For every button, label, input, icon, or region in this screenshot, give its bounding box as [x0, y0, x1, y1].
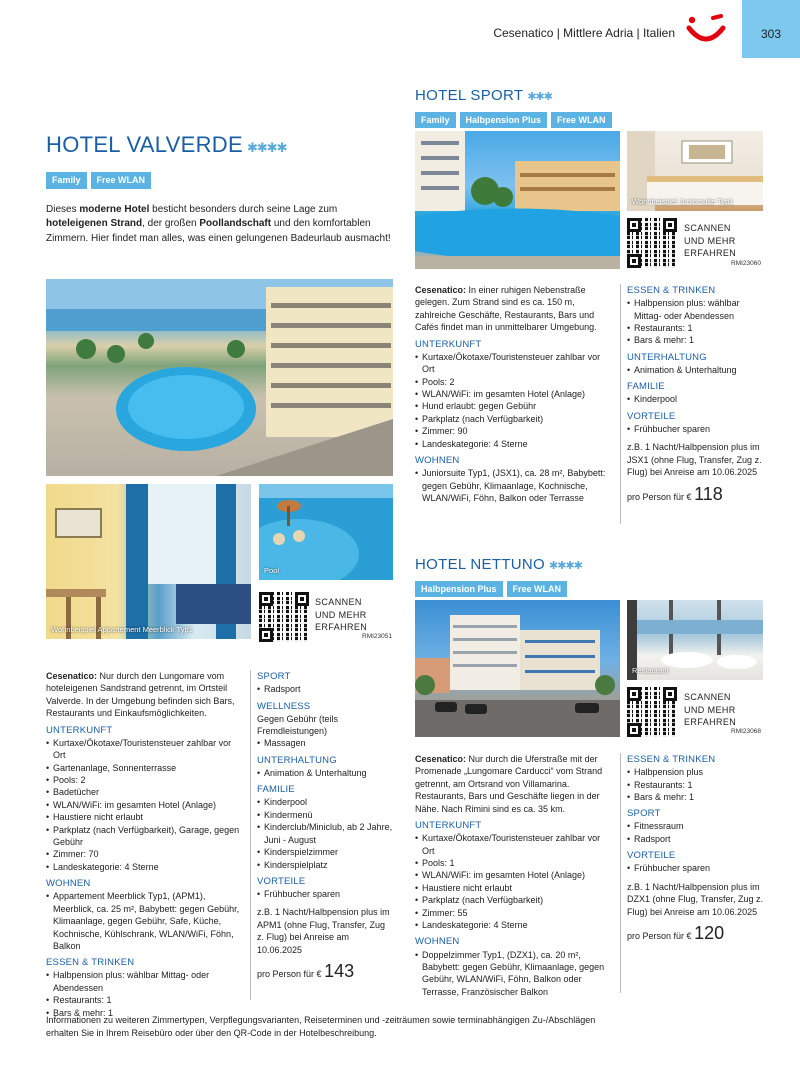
photo-valverde-main — [46, 279, 393, 476]
list-item: • Parkplatz (nach Verfügbarkeit), Garage, gegen Gebühr — [46, 824, 246, 849]
list-item: • WLAN/WiFi: im gesamten Hotel (Anlage) — [415, 869, 615, 881]
list-vorteile — [627, 862, 767, 874]
star-rating: ✱✱✱✱ — [246, 140, 287, 155]
list-item: • Haustiere nicht erlaubt — [415, 882, 615, 894]
list-item: • Badetücher — [46, 786, 246, 798]
price: pro Person für € 118 — [627, 483, 723, 504]
qr-code[interactable] — [627, 687, 677, 737]
location-description: Cesenatico: Nur durch den Lungomare vom hoteleigenen Sandstrand getrennt, im Ortsteil Valverde. In der Umgebung befinden sich Bars, Restaurants und Einkaufsmöglichkeiten. — [46, 671, 235, 719]
nettuno-details-right — [627, 749, 767, 946]
photo-nettuno-main — [415, 600, 620, 737]
list-wellness — [257, 737, 393, 749]
offer-code: RMI23068 — [731, 728, 761, 735]
photo-valverde-room — [46, 484, 251, 639]
tag-row — [415, 581, 775, 597]
photo-caption: Wohnbeispiel Juniorsuite Typ1 — [632, 196, 734, 206]
list-item: • Restaurants: 1 — [627, 322, 767, 334]
price-note: z.B. 1 Nacht/Halbpension plus im APM1 (ohne Flug, Transfer, Zug z. Flug) bei Anreise am 10.06.2025 — [257, 907, 390, 955]
section-vorteile: VORTEILE — [257, 875, 306, 887]
list-item: • Fitnessraum — [627, 820, 767, 832]
list-item: • Kinderpool — [627, 393, 767, 405]
nettuno-details-left — [415, 753, 615, 998]
list-wohnen — [46, 890, 246, 952]
scan-hint: SCANNEN UND MEHR ERFAHREN — [315, 597, 368, 633]
price: pro Person für € 120 — [627, 922, 725, 943]
list-item: • Zimmer: 55 — [415, 907, 615, 919]
list-item: • Kinderpool — [257, 796, 393, 808]
list-unterkunft — [46, 737, 246, 873]
list-item: • Frühbucher sparen — [627, 423, 767, 435]
section-vorteile: VORTEILE — [627, 410, 676, 422]
hotel-valverde — [46, 130, 396, 246]
page-number: 303 — [760, 27, 782, 41]
list-item: • Pools: 2 — [415, 376, 615, 388]
list-essen — [627, 297, 767, 347]
section-unterkunft: UNTERKUNFT — [46, 724, 113, 736]
list-item: • Kurtaxe/Ökotaxe/Touristensteuer zahlbar vor Ort — [46, 737, 246, 762]
list-item: • Kindermenü — [257, 809, 393, 821]
list-item: • Landeskategorie: 4 Sterne — [415, 919, 615, 931]
list-item: • Radsport — [257, 683, 393, 695]
section-wohnen: WOHNEN — [415, 936, 460, 948]
section-sport: SPORT — [257, 671, 291, 682]
offer-code: RMI23060 — [731, 260, 761, 267]
list-item: • Restaurants: 1 — [627, 779, 767, 791]
list-item: • Parkplatz (nach Verfügbarkeit) — [415, 894, 615, 906]
tag-halbpension-plus: Halbpension Plus — [415, 581, 503, 597]
list-unterhaltung — [257, 767, 393, 779]
photo-caption: Pool — [264, 565, 280, 575]
section-wohnen: WOHNEN — [415, 454, 460, 466]
hotel-name: HOTEL NETTUNO — [415, 556, 546, 573]
list-item: • Halbpension plus: wählbar Mittag- oder Abendessen — [46, 969, 246, 994]
list-item: • Animation & Unterhaltung — [627, 364, 767, 376]
list-item: • Restaurants: 1 — [46, 994, 246, 1006]
hotel-sport — [415, 86, 775, 128]
tag-free-wlan: Free WLAN — [507, 581, 568, 597]
breadcrumb: Cesenatico | Mittlere Adria | Italien — [493, 26, 675, 40]
price-value: 143 — [324, 961, 355, 982]
sport-details-left — [415, 284, 615, 504]
tag-row — [46, 172, 396, 188]
list-item: • Landeskategorie: 4 Sterne — [46, 861, 246, 873]
list-item: • Kinderclub/Miniclub, ab 2 Jahre, Juni - August — [257, 821, 393, 846]
list-item: • Frühbucher sparen — [627, 862, 767, 874]
list-unterkunft — [415, 351, 615, 450]
list-item: • Animation & Unterhaltung — [257, 767, 393, 779]
hotel-name: HOTEL VALVERDE — [46, 132, 243, 157]
wellness-note: Gegen Gebühr (teils Fremdleistungen) — [257, 713, 339, 737]
list-unterkunft — [415, 832, 615, 931]
hotel-title — [415, 86, 775, 107]
tag-halbpension-plus: Halbpension Plus — [460, 112, 548, 128]
valverde-details-right — [257, 666, 393, 984]
valverde-details-left — [46, 670, 246, 1019]
price-value: 118 — [694, 483, 723, 504]
list-item: • Doppelzimmer Typ1, (DZX1), ca. 20 m², Babybett: gegen Gebühr, Klimaanlage, gegen Gebühr, WLAN/WiFi, Föhn, Balkon oder Terrasse, Französischer Balkon — [415, 949, 615, 999]
list-item: • Kurtaxe/Ökotaxe/Touristensteuer zahlbar vor Ort — [415, 351, 615, 376]
section-wohnen: WOHNEN — [46, 878, 91, 890]
price-value: 120 — [694, 922, 725, 943]
list-item: • Haustiere nicht erlaubt — [46, 811, 246, 823]
divider — [620, 753, 621, 993]
list-item: • Zimmer: 70 — [46, 848, 246, 860]
tag-family: Family — [46, 172, 87, 188]
tag-free-wlan: Free WLAN — [91, 172, 152, 188]
list-vorteile — [257, 888, 393, 900]
photo-caption: Wohnbeispiel Appartement Meerblick Typ1 — [51, 624, 193, 634]
star-rating: ✱✱✱✱ — [549, 560, 582, 572]
photo-nettuno-restaurant — [627, 600, 763, 680]
star-rating: ✱✱✱ — [527, 91, 552, 103]
list-wohnen — [415, 949, 615, 999]
section-essen: ESSEN & TRINKEN — [627, 285, 716, 296]
section-essen: ESSEN & TRINKEN — [46, 957, 135, 969]
list-item: • Kinderspielzimmer — [257, 846, 393, 858]
list-item: • Gartenanlage, Sonnenterrasse — [46, 762, 246, 774]
list-item: • Kurtaxe/Ökotaxe/Touristensteuer zahlbar vor Ort — [415, 832, 615, 857]
photo-caption: Restaurant — [632, 665, 669, 675]
tui-logo — [686, 14, 726, 48]
list-essen — [627, 766, 767, 803]
list-sport — [257, 683, 393, 695]
list-unterhaltung — [627, 364, 767, 376]
hotel-nettuno — [415, 555, 775, 597]
list-item: • Landeskategorie: 4 Sterne — [415, 438, 615, 450]
list-item: • Bars & mehr: 1 — [46, 1007, 246, 1019]
photo-sport-room — [627, 131, 763, 211]
page-number-box — [742, 0, 800, 58]
list-item: • Bars & mehr: 1 — [627, 334, 767, 346]
location-description: Cesenatico: In einer ruhigen Nebenstraße gelegen. Zum Strand sind es ca. 150 m, zahlreiche Geschäfte, Restaurants, Bars und Cafés findet man in unmittelbarer Umgebung. — [415, 285, 597, 333]
hotel-title — [415, 555, 775, 576]
section-familie: FAMILIE — [627, 381, 665, 393]
list-item: • Frühbucher sparen — [257, 888, 393, 900]
scan-hint: SCANNEN UND MEHR ERFAHREN — [684, 223, 737, 259]
list-item: • Hund erlaubt: gegen Gebühr — [415, 400, 615, 412]
sport-details-right — [627, 280, 767, 506]
list-wohnen — [415, 467, 615, 504]
section-unterhaltung: UNTERHALTUNG — [257, 754, 337, 766]
photo-sport-main — [415, 131, 620, 269]
section-sport: SPORT — [627, 808, 661, 820]
list-vorteile — [627, 423, 767, 435]
footer-note: Informationen zu weiteren Zimmertypen, Verpflegungsvarianten, Reiseterminen und -zeiträumen sowie terminabhängigen Zu-/Abschlägen erhalten Sie in Ihrem Reisebüro oder über den QR-Code in der Hotelbeschreibung. — [46, 1015, 596, 1039]
list-item: • WLAN/WiFi: im gesamten Hotel (Anlage) — [46, 799, 246, 811]
section-unterhaltung: UNTERHALTUNG — [627, 351, 707, 363]
list-familie — [257, 796, 393, 870]
hotel-title — [46, 130, 396, 160]
list-item: • Massagen — [257, 737, 393, 749]
divider — [620, 284, 621, 524]
intro-text: Dieses moderne Hotel besticht besonders durch seine Lage zum hoteleigenen Strand, der großen Poollandschaft und den komfortablen Zimmern. Hier findet man alles, was einen gelungenen Badeurlaub ausmacht! — [46, 203, 391, 244]
scan-hint: SCANNEN UND MEHR ERFAHREN — [684, 692, 737, 728]
section-essen: ESSEN & TRINKEN — [627, 754, 716, 765]
location-description: Cesenatico: Nur durch die Uferstraße mit der Promenade „Lungomare Carducci“ vom Strand getrennt, am Ortsrand von Villamarina. Restaurants, Bars und Geschäfte liegen in der Nähe. Nach Rimini sind es ca. 35 km. — [415, 754, 603, 814]
hotel-name: HOTEL SPORT — [415, 87, 524, 104]
section-vorteile: VORTEILE — [627, 850, 676, 862]
qr-code[interactable] — [259, 592, 309, 642]
qr-code[interactable] — [627, 218, 677, 268]
list-item: • Kinderspielplatz — [257, 859, 393, 871]
list-familie — [627, 393, 767, 405]
list-item: • Juniorsuite Typ1, (JSX1), ca. 28 m², Babybett: gegen Gebühr, Klimaanlage, Kochnische, WLAN/WiFi, Föhn, Balkon oder Terrasse — [415, 467, 615, 504]
section-unterkunft: UNTERKUNFT — [415, 338, 482, 350]
price-note: z.B. 1 Nacht/Halbpension plus im DZX1 (ohne Flug, Transfer, Zug z. Flug) bei Anreise am 10.06.2025 — [627, 881, 764, 917]
list-item: • Parkplatz (nach Verfügbarkeit) — [415, 413, 615, 425]
list-item: • Appartement Meerblick Typ1, (APM1), Meerblick, ca. 25 m², Babybett: gegen Gebühr, Klimaanlage, gegen Gebühr, Safe, Küche, Kochnische, Kühlschrank, WLAN/WiFi, Föhn, Balkon — [46, 890, 246, 952]
price-note: z.B. 1 Nacht/Halbpension plus im JSX1 (ohne Flug, Transfer, Zug z. Flug) bei Anreise am 10.06.2025 — [627, 442, 762, 478]
list-item: • Zimmer: 90 — [415, 425, 615, 437]
offer-code: RMI23051 — [362, 633, 392, 640]
list-item: • Radsport — [627, 833, 767, 845]
section-unterkunft: UNTERKUNFT — [415, 820, 482, 832]
list-item: • Halbpension plus: wählbar Mittag- oder Abendessen — [627, 297, 767, 322]
list-item: • Bars & mehr: 1 — [627, 791, 767, 803]
list-sport — [627, 820, 767, 845]
tag-free-wlan: Free WLAN — [551, 112, 612, 128]
list-item: • WLAN/WiFi: im gesamten Hotel (Anlage) — [415, 388, 615, 400]
tag-row — [415, 112, 775, 128]
tag-family: Family — [415, 112, 456, 128]
list-item: • Pools: 2 — [46, 774, 246, 786]
list-essen — [46, 969, 246, 1019]
section-familie: FAMILIE — [257, 784, 295, 796]
photo-valverde-pool — [259, 484, 393, 580]
list-item: • Halbpension plus — [627, 766, 767, 778]
section-wellness: WELLNESS — [257, 700, 311, 712]
price: pro Person für € 143 — [257, 961, 355, 982]
list-item: • Pools: 1 — [415, 857, 615, 869]
divider — [250, 670, 251, 1000]
